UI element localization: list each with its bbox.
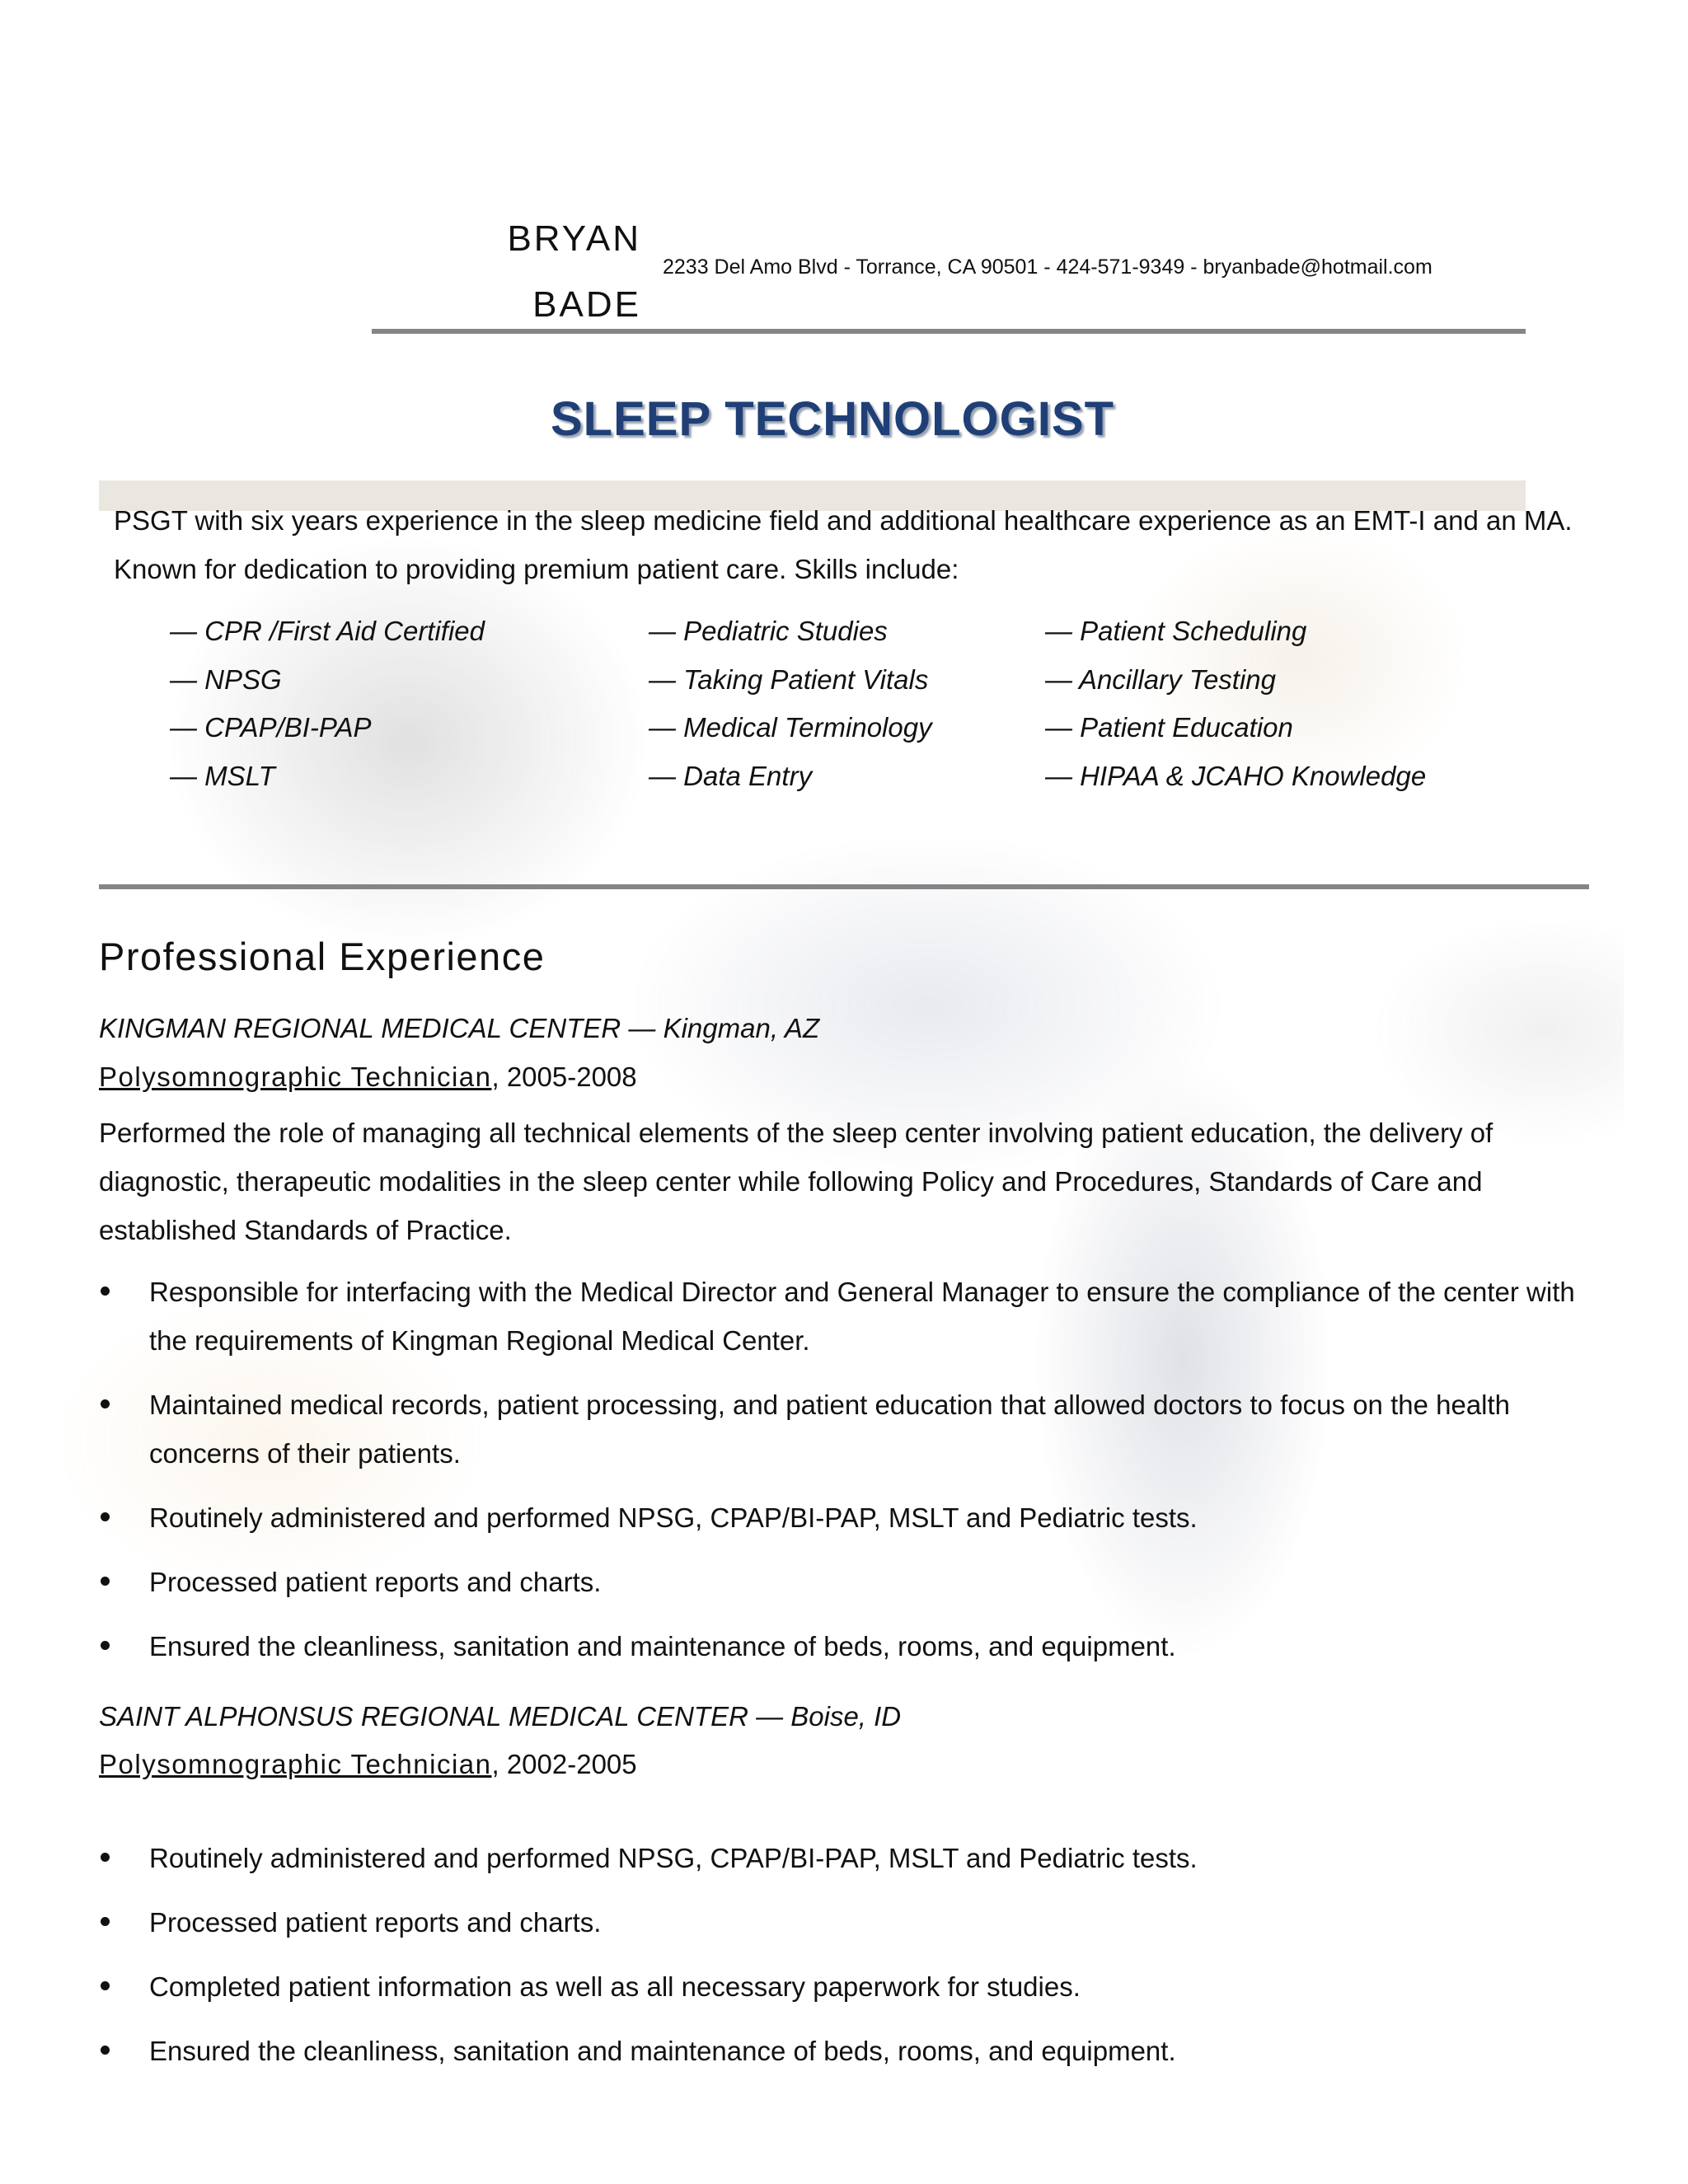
skill-item: — Taking Patient Vitals	[649, 663, 929, 695]
skill-item: — MSLT	[170, 760, 275, 791]
last-name: BADE	[532, 284, 641, 325]
bullet-icon	[101, 1577, 110, 1586]
bullet-item: Ensured the cleanliness, sanitation and maintenance of beds, rooms, and equipment.	[99, 2027, 1600, 2075]
headline: SLEEP TECHNOLOGIST	[551, 392, 1115, 446]
bullet-icon	[101, 1399, 110, 1408]
experience-section-title: Professional Experience	[99, 935, 546, 978]
job-2-dates: , 2002-2005	[491, 1749, 637, 1779]
bullet-item: Maintained medical records, patient processing, and patient education that allowed doctors to focus on the health concerns of their patients.	[99, 1380, 1600, 1478]
bullet-item: Completed patient information as well as all necessary paperwork for studies.	[99, 1962, 1600, 2011]
bullet-icon	[101, 2046, 110, 2055]
bullet-icon	[101, 1853, 110, 1862]
skill-item: — Pediatric Studies	[649, 616, 888, 646]
skill-item: — NPSG	[170, 663, 282, 695]
skill-item: — HIPAA & JCAHO Knowledge	[1045, 760, 1427, 791]
job-2-bullets	[99, 1834, 1600, 2091]
skill-item: — Patient Education	[1045, 712, 1293, 743]
summary-text: PSGT with six years experience in the sleep medicine field and additional healthcare experience as an EMT-I and an MA. Known for dedication to providing premium patient care. Skills include:	[114, 505, 1573, 584]
bullet-icon	[101, 1641, 110, 1650]
bullet-item: Processed patient reports and charts.	[99, 1558, 1600, 1606]
job-2-role: Polysomnographic Technician	[99, 1749, 492, 1779]
job-1-title	[99, 1062, 637, 1093]
bullet-item: Ensured the cleanliness, sanitation and maintenance of beds, rooms, and equipment.	[99, 1622, 1600, 1671]
skill-item: — Data Entry	[649, 760, 813, 791]
job-2-title	[99, 1749, 637, 1780]
contact-info: 2233 Del Amo Blvd - Torrance, CA 90501 - 424-571-9349 - bryanbade@hotmail.com	[663, 255, 1432, 279]
first-name: BRYAN	[507, 218, 641, 259]
skill-item: — Medical Terminology	[649, 712, 932, 743]
job-1-description: Performed the role of managing all technical elements of the sleep center involving patient education, the delivery of diagnostic, therapeutic modalities in the sleep center while following Policy and Procedures, Standards of Care and established Standards of Practice.	[99, 1118, 1493, 1245]
skill-item: — Ancillary Testing	[1045, 663, 1277, 695]
job-1-bullets	[99, 1268, 1600, 1686]
skill-item: — CPAP/BI-PAP	[170, 712, 372, 743]
skills-column-3	[1045, 615, 1426, 808]
job-1-employer: KINGMAN REGIONAL MEDICAL CENTER — Kingman, AZ	[99, 1013, 820, 1043]
section-divider	[99, 884, 1589, 889]
header-divider	[372, 329, 1526, 334]
bullet-item: Responsible for interfacing with the Medical Director and General Manager to ensure the compliance of the center with the requirements of Kingman Regional Medical Center.	[99, 1268, 1600, 1365]
bullet-item: Routinely administered and performed NPSG, CPAP/BI-PAP, MSLT and Pediatric tests.	[99, 1834, 1600, 1882]
candidate-name	[394, 206, 641, 338]
job-1-dates: , 2005-2008	[491, 1062, 637, 1092]
skill-item: — CPR /First Aid Certified	[170, 616, 485, 646]
job-2-employer: SAINT ALPHONSUS REGIONAL MEDICAL CENTER — Boise, ID	[99, 1701, 902, 1732]
skills-column-2	[649, 615, 932, 808]
job-1-role: Polysomnographic Technician	[99, 1062, 492, 1092]
bullet-icon	[101, 1286, 110, 1296]
bullet-icon	[101, 1917, 110, 1926]
bullet-icon	[101, 1512, 110, 1521]
bullet-item: Processed patient reports and charts.	[99, 1898, 1600, 1947]
skill-item: — Patient Scheduling	[1045, 616, 1307, 646]
bullet-icon	[101, 1981, 110, 1990]
skills-column-1	[170, 615, 485, 808]
bullet-item: Routinely administered and performed NPSG, CPAP/BI-PAP, MSLT and Pediatric tests.	[99, 1493, 1600, 1542]
